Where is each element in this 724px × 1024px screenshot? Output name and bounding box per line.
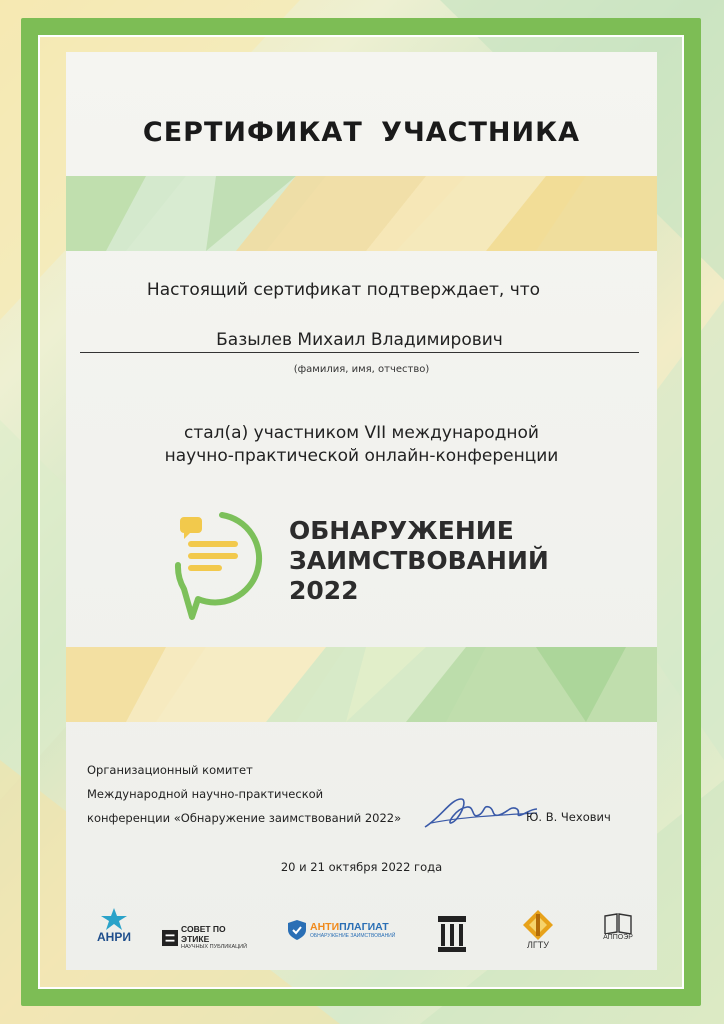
- confirm-text: Настоящий сертификат подтверждает, что: [146, 280, 541, 300]
- participant-name: Базылев Михаил Владимирович: [80, 330, 639, 353]
- speech-bubble-document-icon: [170, 507, 270, 622]
- conference-title-line-2: ЗАИМСТВОВАНИЙ: [289, 546, 549, 575]
- antiplagiat-label: [310, 921, 395, 933]
- conference-dates: 20 и 21 октября 2022 года: [280, 860, 443, 874]
- signature-icon: [421, 787, 541, 837]
- organizing-committee: [87, 758, 447, 830]
- star-icon: [99, 908, 129, 930]
- appoer-logo: [598, 912, 638, 941]
- signer-name: Ю. В. Чехович: [526, 810, 611, 824]
- organizer-line-1: Организационный комитет: [87, 763, 253, 777]
- ethics-council-logo: [162, 924, 248, 951]
- decorative-band-top: [66, 176, 657, 251]
- lgtu-label: ЛГТУ: [527, 940, 549, 950]
- name-caption: (фамилия, имя, отчество): [293, 364, 430, 375]
- organizer-line-2: Международной научно-практической: [87, 787, 324, 801]
- organizer-line-3: конференции «Обнаружение заимствований 2022»: [87, 811, 402, 825]
- antiplagiat-logo: [288, 920, 403, 940]
- conference-title-line-3: 2022: [289, 576, 359, 605]
- shield-icon: [288, 920, 306, 940]
- anri-label: АНРИ: [97, 930, 131, 944]
- participation-line-1: стал(а) участником VII международной: [184, 423, 539, 443]
- antiplagiat-suffix: ПЛАГИАТ: [339, 920, 389, 933]
- participation-text: [66, 422, 657, 468]
- conference-title: [289, 516, 619, 606]
- certificate-title: СЕРТИФИКАТ УЧАСТНИКА: [142, 117, 581, 148]
- partner-logos: [66, 904, 657, 964]
- ethics-label-1: СОВЕТ ПО ЭТИКЕ: [181, 924, 226, 944]
- ethics-label-2: НАУЧНЫХ ПУБЛИКАЦИЙ: [181, 944, 248, 950]
- ethics-square-icon: [162, 929, 178, 947]
- appoer-label: АППОЭР: [603, 934, 633, 941]
- university-columns-icon: [438, 916, 466, 952]
- certificate-paper: [66, 52, 657, 970]
- lgtu-logo: [516, 910, 560, 950]
- antiplagiat-sublabel: ОБНАРУЖЕНИЕ ЗАИМСТВОВАНИЙ: [310, 932, 396, 939]
- book-icon: [603, 912, 633, 934]
- decorative-band-bottom: [66, 647, 657, 722]
- anri-logo: [84, 908, 144, 944]
- lgtu-emblem-icon: [523, 910, 553, 940]
- antiplagiat-prefix: АНТИ: [310, 920, 340, 933]
- participation-line-2: научно-практической онлайн-конференции: [164, 446, 559, 466]
- conference-title-line-1: ОБНАРУЖЕНИЕ: [289, 516, 514, 545]
